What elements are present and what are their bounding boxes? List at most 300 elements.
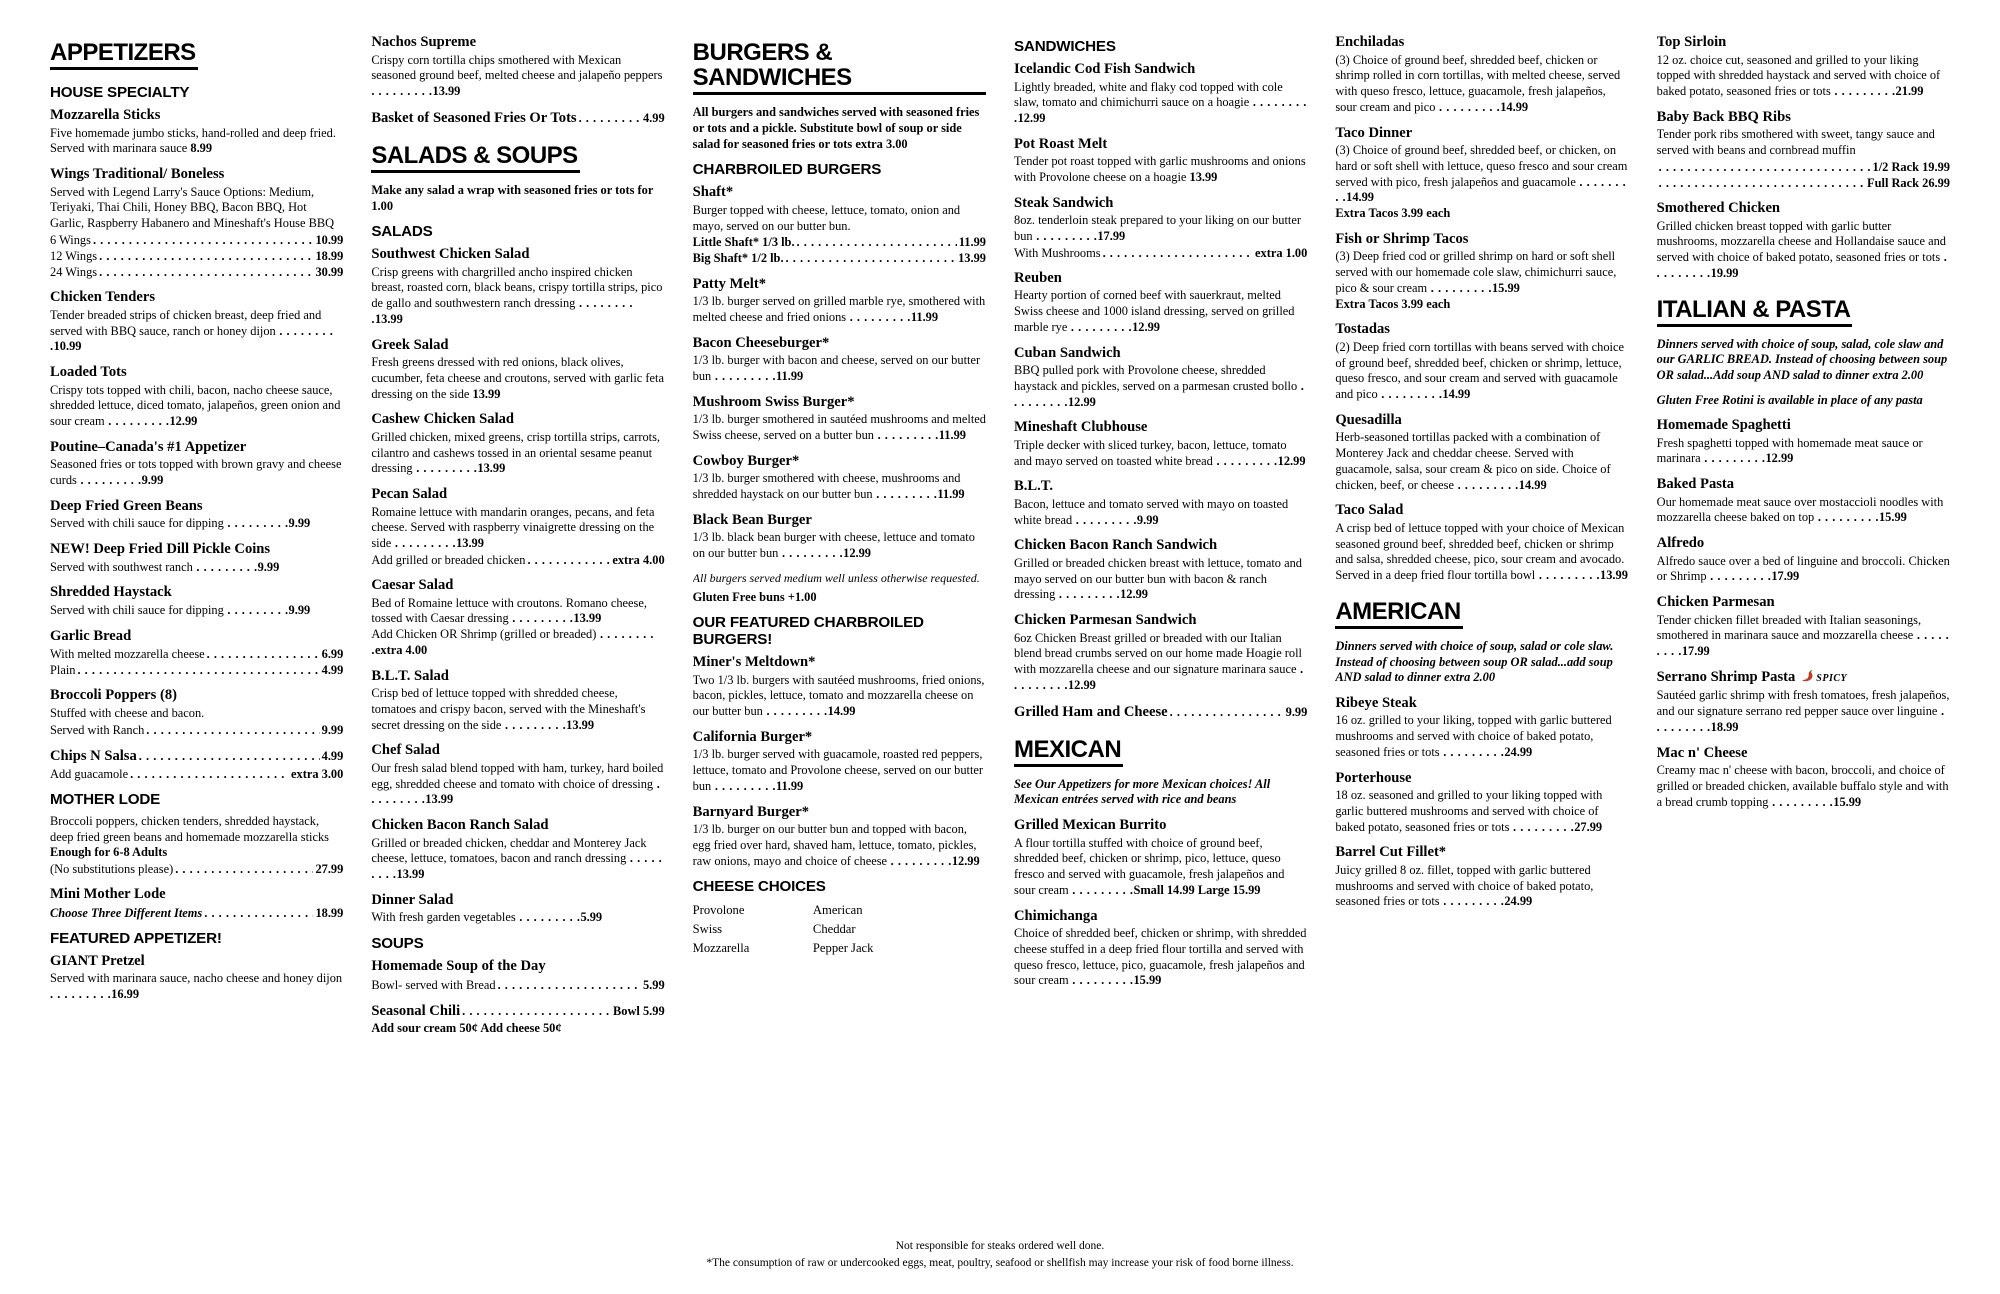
item-name [1014, 195, 1307, 213]
dot-leader [462, 1003, 611, 1019]
item-desc-text: Five homemade jumbo sticks, hand-rolled and deep fried. Served with marinara sauce [50, 125, 336, 156]
item-price: 12.99 [1017, 111, 1046, 125]
item-desc [50, 516, 343, 532]
item-desc-text: Herb-seasoned tortillas packed with a combination of Monterey Jack and cheddar cheese. Served with guacamole, salsa, sour cream & pico on side. Choice of chicken, beef, or cheese [1335, 430, 1611, 492]
dot-leader [371, 84, 432, 98]
item-desc-text: 1/3 lb. burger on our butter bun and topped with bacon, egg fried over hard, shaved ham, lettuce, tomato, pickles, raw onions, mayo and choice of cheese [692, 822, 977, 868]
item-price: 24.99 [1504, 894, 1533, 909]
item-price: 13.99 [472, 386, 501, 401]
dot-leader [139, 748, 320, 764]
dot-leader [1768, 795, 1833, 809]
item-desc-text: Crispy tots topped with chili, bacon, nacho cheese sauce, shredded lettuce, diced tomato, jalapeños, green onion and sour cream [50, 382, 341, 429]
item-name-text: Baked Pasta [1656, 476, 1735, 493]
dot-leader [1440, 745, 1505, 759]
item-name [693, 512, 986, 530]
dot-leader [1701, 451, 1766, 465]
menu-item [371, 958, 664, 993]
item-name-text: Nachos Supreme [371, 34, 477, 50]
item-price: 13.99 [1189, 170, 1218, 184]
item-name [50, 498, 343, 516]
item-desc [1657, 219, 1950, 282]
intro-note: Gluten Free Rotini is available in place of any pasta [1656, 392, 1923, 407]
menu-item [50, 498, 343, 532]
item-name-text: Cuban Sandwich [1014, 344, 1121, 361]
section-subheader: SANDWICHES [1014, 38, 1116, 55]
price-line-label: Bowl- served with Bread [371, 977, 496, 992]
item-name-text: Caesar Salad [371, 577, 454, 594]
item-name [1335, 770, 1628, 788]
menu-item [693, 184, 986, 266]
item-desc-text: Tender chicken fillet breaded with Italian seasonings, smothered in marinara sauce and mozzarella cheese [1656, 612, 1922, 643]
item-desc [371, 910, 664, 926]
item-name [371, 958, 664, 976]
dot-leader [786, 250, 957, 266]
item-desc-text: A flour tortilla stuffed with choice of ground beef, shredded beef, chicken or shrimp, pico, lettuce, queso fresco and served with guacamole, fresh jalapeños and sour cream [1014, 835, 1285, 897]
item-desc-text: Crisp greens with chargrilled ancho inspired chicken breast, roasted corn, black beans, crispy tortilla strips, pico de gallo and southwestern ranch dressing [371, 264, 663, 311]
item-name-text: Pot Roast Melt [1014, 135, 1108, 152]
dot-leader [1378, 387, 1443, 401]
menu-item [371, 577, 664, 659]
item-desc [371, 430, 664, 477]
item-name [1335, 231, 1628, 249]
item-name [1335, 695, 1628, 713]
item-desc [1657, 613, 1950, 660]
item-name [371, 486, 664, 504]
dot-leader [1072, 513, 1137, 527]
item-price: 15.99 [1878, 510, 1907, 525]
item-price: 14.99 [1442, 387, 1471, 401]
price-line [50, 264, 343, 280]
item-price: extra 3.00 [291, 766, 344, 781]
item-name-text: Tostadas [1335, 321, 1390, 338]
item-desc-text: Juicy grilled 8 oz. fillet, topped with garlic buttered mushrooms and served with choice of baked potato, seasoned fries or tots [1335, 862, 1594, 909]
item-name [693, 184, 986, 202]
footer-line-1: Not responsible for steaks ordered well done. [895, 1240, 1105, 1252]
item-name [1335, 412, 1628, 430]
cheese-option: Cheddar [812, 922, 856, 937]
item-price: 12.99 [1765, 451, 1794, 466]
item-desc-text: BBQ pulled pork with Provolone cheese, shredded haystack and pickles, served on a parmesan crusted bollo [1014, 363, 1298, 393]
item-price: 12.99 [1132, 319, 1160, 334]
item-price: 14.99 [1500, 99, 1529, 114]
item-name-text: Chicken Parmesan [1656, 594, 1775, 611]
item-name-text: Taco Dinner [1335, 124, 1413, 141]
menu-item [50, 364, 343, 430]
item-price: extra 4.00 [374, 642, 428, 657]
price-line [50, 662, 343, 678]
item-name [1335, 125, 1628, 143]
item-desc [1657, 688, 1950, 735]
item-name-text: Black Bean Burger [692, 511, 812, 528]
item-name-text: Patty Melt* [692, 275, 766, 292]
item-desc [50, 814, 343, 846]
item-desc [1014, 363, 1307, 410]
item-desc [693, 747, 986, 794]
item-name-text: Smothered Chicken [1656, 200, 1781, 216]
item-desc-text: Grilled or breaded chicken, cheddar and Monterey Jack cheese, lettuce, tomatoes, bacon and ranch dressing [371, 835, 647, 866]
section-header: APPETIZERS [50, 40, 198, 70]
item-desc [693, 673, 986, 720]
menu-column-4 [1014, 34, 1307, 1230]
item-price: 8.99 [190, 141, 213, 156]
item-name-text: Chicken Bacon Ranch Salad [371, 817, 549, 834]
menu-item [50, 953, 343, 1003]
item-price: 12.99 [951, 853, 980, 868]
item-desc-text: Broccoli poppers, chicken tenders, shredded haystack, deep fried green beans and homemade mozzarella sticks [50, 813, 330, 844]
dot-leader [1069, 883, 1134, 897]
dot-leader [1659, 159, 1871, 175]
item-name-text: Chimichanga [1014, 907, 1098, 924]
dot-leader [527, 552, 610, 568]
price-line [50, 646, 343, 662]
item-desc [50, 560, 343, 576]
price-line [50, 861, 343, 877]
dot-leader [1055, 587, 1120, 601]
item-name [371, 337, 664, 355]
item-price: 17.99 [1097, 229, 1126, 243]
item-price: 13.99 [432, 84, 461, 98]
dot-leader [1069, 973, 1134, 987]
item-name [1335, 502, 1628, 520]
item-name [50, 166, 343, 184]
dot-leader [224, 603, 289, 617]
price-line-label: Chips N Salsa [50, 747, 137, 764]
item-desc [371, 265, 664, 328]
dot-leader [1440, 894, 1505, 908]
item-name-text: Chicken Parmesan Sandwich [1014, 612, 1197, 629]
item-desc [1657, 53, 1950, 100]
item-name [693, 654, 986, 672]
item-desc [1014, 556, 1307, 603]
dot-leader [1509, 820, 1574, 834]
item-name [1014, 612, 1307, 630]
item-desc [1014, 438, 1307, 470]
spicy-pepper-icon [1801, 669, 1814, 688]
section-header-row [1335, 593, 1628, 639]
item-price: 12.99 [1067, 394, 1096, 409]
item-name [1335, 34, 1628, 52]
item-price: 13.99 [456, 536, 484, 551]
item-price: 12.99 [1067, 677, 1096, 692]
spicy-label: SPICY [1816, 672, 1848, 684]
menu-column-5 [1335, 34, 1628, 1230]
item-desc [1657, 436, 1950, 468]
item-name [1335, 321, 1628, 339]
price-line-label: 6 Wings [50, 232, 91, 247]
item-name-text: Fish or Shrimp Tacos [1335, 230, 1469, 247]
item-desc-text: 18 oz. seasoned and grilled to your liking topped with garlic buttered mushrooms and served with choice of baked potato, seasoned fries or tots [1335, 788, 1603, 834]
menu-column-3 [693, 34, 986, 1230]
item-desc [693, 412, 986, 444]
price-line-label: With Mushrooms [1014, 245, 1101, 260]
menu-item [1657, 669, 1950, 736]
item-name-text: California Burger* [692, 728, 813, 745]
item-desc-text: Tender breaded strips of chicken breast, deep fried and served with BBQ sauce, ranch or honey dijon [50, 307, 322, 338]
item-name [1657, 669, 1950, 688]
menu-item [1014, 478, 1307, 528]
item-name-text: Pecan Salad [371, 486, 448, 503]
menu-item [50, 166, 343, 280]
dot-leader [50, 987, 111, 1001]
item-price: extra 1.00 [1255, 245, 1308, 260]
menu-item [1657, 109, 1950, 191]
item-name-text: Wings Traditional/ Boneless [50, 166, 225, 183]
dot-leader [1454, 478, 1519, 492]
menu-item [1014, 537, 1307, 603]
menu-item [1335, 34, 1628, 116]
item-name [693, 729, 986, 747]
item-price: 13.99 [958, 251, 986, 266]
item-name [1657, 535, 1950, 553]
dot-leader [498, 977, 641, 993]
item-desc-text: Our homemade meat sauce over mostaccioli noodles with mozzarella cheese baked on top [1656, 494, 1944, 525]
menu-item [1014, 345, 1307, 411]
menu-item [371, 742, 664, 808]
item-desc-text: Bacon, lettuce and tomato served with mayo on toasted white bread [1014, 496, 1289, 527]
item-name-text: Chef Salad [371, 742, 440, 759]
item-price: 9.99 [288, 516, 311, 531]
cheese-option: Pepper Jack [812, 941, 874, 956]
dot-leader [99, 248, 313, 264]
dot-leader [579, 110, 641, 126]
item-desc-text: 1/3 lb. burger smothered with cheese, mushrooms and shredded haystack on our butter bun [692, 471, 961, 501]
menu-item [693, 654, 986, 720]
price-line-label: Add grilled or breaded chicken [371, 552, 526, 567]
item-name-text: Enchiladas [1335, 34, 1405, 50]
item-name-text: B.L.T. [1014, 478, 1054, 495]
item-price: 4.99 [321, 748, 344, 763]
item-name-text: Broccoli Poppers (8) [50, 687, 177, 704]
item-desc-text: 1/3 lb. black bean burger with cheese, lettuce and tomato on our butter bun [692, 530, 975, 560]
item-note: Enough for 6-8 Adults [50, 845, 168, 860]
price-line [371, 552, 664, 568]
menu-item [371, 892, 664, 926]
menu-item [1335, 844, 1628, 910]
item-name [1657, 745, 1950, 763]
item-desc-text: (3) Deep fried cod or grilled shrimp on hard or soft shell served with our homemade cole slaw, chimichurri sauce, pico & sour cream [1335, 249, 1617, 295]
item-desc-text: 8oz. tenderloin steak prepared to your liking on our butter bun [1014, 213, 1301, 243]
item-desc [1657, 763, 1950, 810]
item-desc-text: Choice of shredded beef, chicken or shrimp, with shredded cheese stuffed in a deep fried flour tortilla and served with queso fresco, lettuce, pico, guacamole, fresh jalapeños and sour cream [1014, 926, 1307, 988]
menu-item [50, 439, 343, 489]
dot-leader [509, 611, 574, 625]
item-desc [50, 457, 343, 489]
item-name [1014, 537, 1307, 555]
item-desc [1335, 713, 1628, 760]
cheese-option: Provolone [692, 903, 745, 918]
item-name [371, 817, 664, 835]
price-line [50, 905, 343, 921]
item-name-text: Shredded Haystack [50, 584, 172, 601]
item-desc-text: Tender pork ribs smothered with sweet, tangy sauce and served with beans and cornbread muffin [1656, 127, 1935, 157]
section-subheader: SALADS [371, 223, 433, 241]
item-price: 21.99 [1895, 84, 1924, 98]
item-name-text: Mushroom Swiss Burger* [692, 393, 855, 410]
dot-leader [1170, 704, 1284, 720]
menu-column-2 [371, 34, 664, 1230]
item-name-text: Chicken Bacon Ranch Sandwich [1014, 537, 1218, 554]
item-price: 9.99 [1136, 512, 1159, 527]
item-desc [1335, 430, 1628, 493]
menu-item [1014, 817, 1307, 899]
item-price: 9.99 [1285, 704, 1308, 719]
menu-item [1014, 136, 1307, 186]
price-line-label: 12 Wings [50, 249, 98, 264]
menu-item [1014, 703, 1307, 722]
section-header: MEXICAN [1014, 737, 1123, 767]
item-price: 13.99 [1600, 568, 1628, 582]
item-name [50, 687, 343, 705]
item-desc-text: Grilled chicken, mixed greens, crisp tortilla strips, carrots, cilantro and cashews tossed in an oriental sesame peanut dressing [371, 429, 661, 476]
menu-item [50, 628, 343, 679]
item-name [50, 541, 343, 559]
item-desc [1335, 863, 1628, 910]
price-line [1014, 245, 1307, 261]
item-name [50, 289, 343, 307]
item-name-text: Ribeye Steak [1335, 694, 1417, 711]
price-line-label: Grilled Ham and Cheese [1014, 703, 1168, 720]
item-desc [1657, 554, 1950, 586]
item-desc-text: Burger topped with cheese, lettuce, tomato, onion and mayo, served on our butter bun. [692, 202, 961, 233]
item-desc-text: Fresh greens dressed with red onions, black olives, cucumber, feta cheese and croutons, served with garlic feta dressing on the side [371, 355, 664, 401]
intro-note: Make any salad a wrap with seasoned fries or tots for 1.00 [371, 182, 654, 213]
menu-item [50, 747, 343, 782]
item-name-text: Homemade Soup of the Day [371, 958, 546, 975]
item-desc [371, 627, 664, 659]
item-desc [50, 383, 343, 430]
menu-item [1657, 535, 1950, 585]
item-desc [1657, 127, 1950, 159]
intro-note: Gluten Free buns +1.00 [692, 589, 817, 604]
dot-leader [711, 779, 776, 793]
item-name-text: Mini Mother Lode [50, 886, 166, 903]
item-desc-text: Seasoned fries or tots topped with brown gravy and cheese curds [50, 457, 342, 488]
item-desc-text: Creamy mac n' cheese with bacon, broccoli, and choice of grilled or breaded chicken, available buffalo style and with a bread crumb topping [1656, 763, 1949, 809]
section-header-row [371, 137, 664, 183]
item-desc-text: (3) Choice of ground beef, shredded beef, chicken or shrimp rolled in corn tortillas, with melted cheese, served with queso fresco, lettuce, guacamole, fresh jalapeños, sour cream and pico [1335, 52, 1621, 114]
price-line-label: (No substitutions please) [50, 862, 174, 877]
section-header: ITALIAN & PASTA [1657, 297, 1853, 327]
section-header-row [693, 34, 986, 105]
dot-leader [1033, 229, 1098, 243]
item-price: 9.99 [321, 722, 344, 737]
menu-item [693, 804, 986, 870]
menu-item [1014, 612, 1307, 694]
menu-item [1014, 195, 1307, 261]
item-name [50, 439, 343, 457]
section-header: BURGERS & SANDWICHES [693, 40, 986, 95]
item-price: 12.99 [1120, 587, 1148, 602]
dot-leader [1427, 281, 1492, 295]
item-name [1657, 109, 1950, 127]
item-name [693, 394, 986, 412]
item-price: 17.99 [1771, 569, 1800, 584]
item-desc [693, 353, 986, 385]
dot-leader [1103, 245, 1253, 261]
item-name-text: Serrano Shrimp Pasta [1656, 668, 1796, 685]
dot-leader [501, 718, 566, 732]
menu-column-6 [1657, 34, 1950, 1230]
price-line-label: 24 Wings [50, 265, 98, 280]
item-desc [1657, 495, 1950, 527]
item-name [1657, 417, 1950, 435]
price-line [371, 977, 664, 993]
section-header-row [50, 34, 343, 80]
menu-item [693, 729, 986, 795]
section-header-row [1657, 291, 1950, 337]
price-line-label: Basket of Seasoned Fries Or Tots [371, 109, 577, 126]
item-name-text: Quesadilla [1335, 411, 1402, 428]
item-name-text: Southwest Chicken Salad [371, 246, 530, 263]
menu-item [1657, 476, 1950, 526]
item-name-text: Poutine–Canada's #1 Appetizer [50, 438, 247, 455]
item-name-text: Deep Fried Green Beans [50, 497, 203, 514]
item-name [371, 34, 664, 52]
price-line [1014, 703, 1307, 722]
price-line-label: Big Shaft* 1/2 lb. [692, 251, 784, 266]
item-note: Add sour cream 50¢ Add cheese 50¢ [371, 1020, 562, 1035]
menu-item [693, 453, 986, 503]
item-desc-text: Served with Legend Larry's Sauce Options: Medium, Teriyaki, Thai Chili, Honey BBQ, Bacon BBQ, Hot Garlic, Raspberry Habanero and Mineshaft's House BBQ [50, 184, 335, 231]
dot-leader [224, 516, 289, 530]
item-name-text: Chicken Tenders [50, 289, 156, 306]
item-desc [371, 596, 664, 628]
item-price: 5.99 [642, 977, 665, 992]
dot-leader [846, 310, 911, 324]
item-price: Bowl 5.99 [613, 1003, 665, 1018]
item-desc-text: Lightly breaded, white and flaky cod topped with cole slaw, tomato and chimichurri sauce on a hoagie [1014, 79, 1283, 110]
item-desc [693, 530, 986, 562]
price-line-label: With melted mozzarella cheese [50, 647, 205, 662]
price-line-label: Served with Ranch [50, 722, 145, 737]
menu-item [371, 817, 664, 883]
item-name [693, 276, 986, 294]
item-price: 11.99 [937, 486, 965, 501]
item-price: 14.99 [827, 704, 856, 719]
menu-item [1335, 502, 1628, 584]
item-name [371, 742, 664, 760]
item-desc-text: Served with marinara sauce, nacho cheese and honey dijon [50, 971, 343, 986]
item-price: 15.99 [1133, 973, 1162, 988]
item-name-text: Dinner Salad [371, 891, 454, 908]
item-desc-text: Served with chili sauce for dipping [50, 602, 224, 617]
section-subheader: OUR FEATURED CHARBROILED BURGERS! [692, 614, 924, 649]
section-header: SALADS & SOUPS [371, 143, 579, 173]
item-name-text: Shaft* [692, 184, 734, 201]
item-price: 15.99 [1833, 794, 1862, 809]
dot-leader [204, 905, 313, 921]
item-name-text: Cashew Chicken Salad [371, 411, 515, 428]
menu-item [50, 886, 343, 921]
item-price: 6.99 [321, 647, 344, 662]
item-desc-text: With fresh garden vegetables [371, 910, 516, 925]
item-price: 12.99 [1277, 453, 1306, 468]
price-line-label: Little Shaft* 1/3 lb. [692, 235, 795, 250]
item-price: extra 4.00 [612, 552, 665, 567]
menu-item [1335, 125, 1628, 222]
item-price: 30.99 [315, 265, 344, 280]
item-name [693, 453, 986, 471]
section-subheader: FEATURED APPETIZER! [50, 929, 222, 947]
menu-item [1335, 695, 1628, 761]
dot-leader [874, 428, 939, 442]
dot-leader [130, 766, 289, 782]
item-desc [693, 471, 986, 503]
dot-leader [711, 369, 776, 383]
item-name [50, 364, 343, 382]
price-line [50, 722, 343, 738]
item-desc [693, 294, 986, 326]
